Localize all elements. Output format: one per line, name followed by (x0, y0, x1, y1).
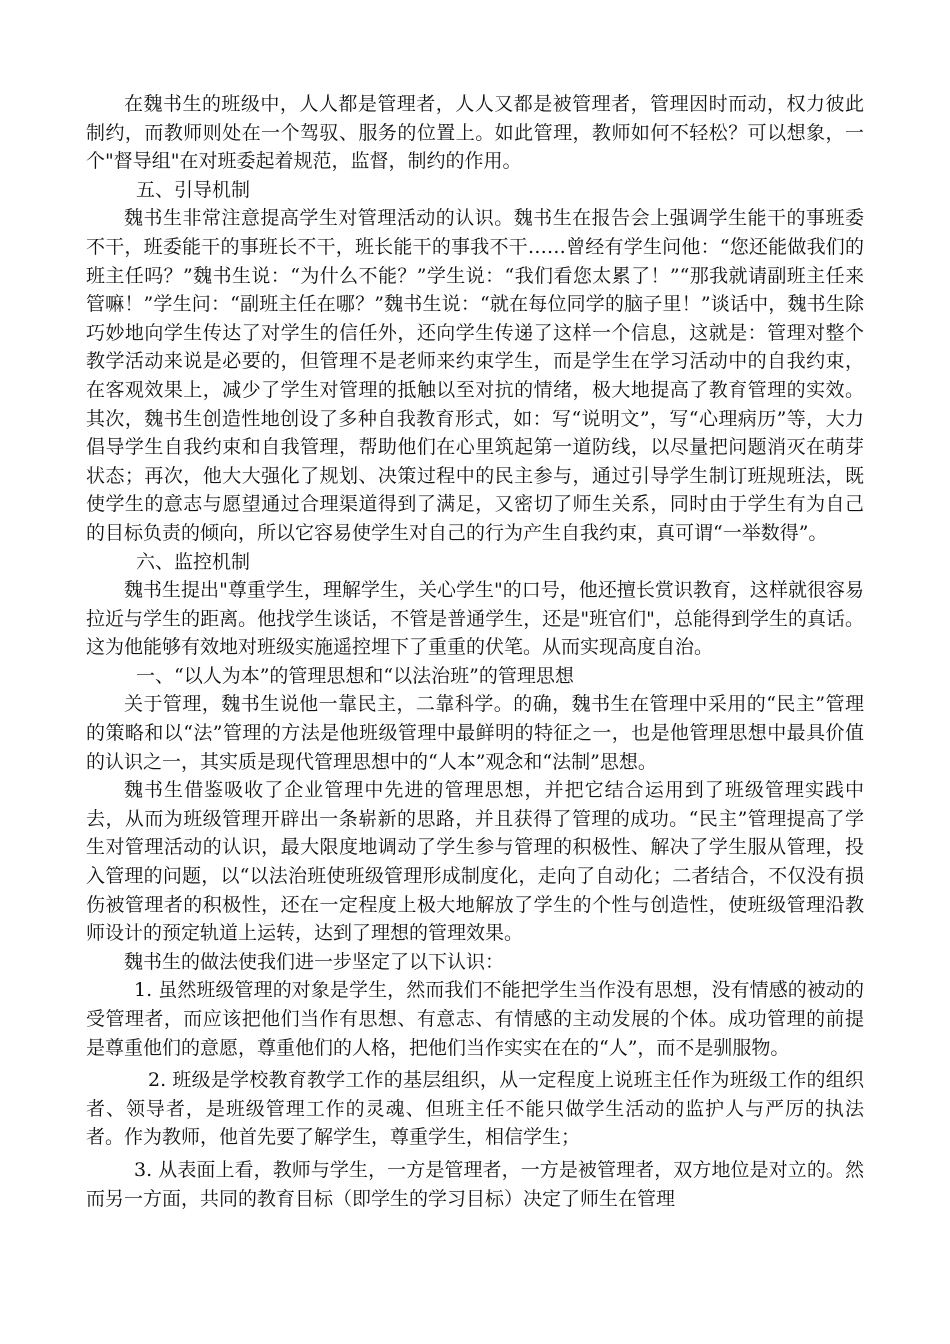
paragraph-guidance: 魏书生非常注意提高学生对管理活动的认识。魏书生在报告会上强调学生能干的事班委不干，班委能干的事班长不干，班长能干的事我不干……曾经有学生问他：“您还能做我们的班主任吗？”魏书生说：“为什么不能？”学生说：“我们看您太累了！”“那我就请副班主任来管嘛！”学生问：“副班主任在哪？”魏书生说：“就在每位同学的脑子里！”谈话中，魏书生除巧妙地向学生传达了对学生的信任外，还向学生传递了这样一个信息，这就是：管理对整个教学活动来说是必要的，但管理不是老师来约束学生，而是学生在学习活动中的自我约束，在客观效果上，减少了学生对管理的抵触以至对抗的情绪，极大地提高了教育管理的实效。其次，魏书生创造性地创设了多种自我教育形式，如：写“说明文”，写“心理病历”等，大力倡导学生自我约束和自我管理，帮助他们在心里筑起第一道防线，以尽量把问题消灭在萌芽状态；再次，他大大强化了规划、决策过程中的民主参与，通过引导学生制订班规班法，既使学生的意志与愿望通过合理渠道得到了满足，又密切了师生关系，同时由于学生有为自己的目标负责的倾向，所以它容易使学生对自己的行为产生自我约束，真可谓“一举数得”。 (86, 207, 864, 544)
heading-monitoring-mechanism: 六、监控机制 (136, 550, 251, 573)
paragraph-intro: 在魏书生的班级中，人人都是管理者，人人又都是被管理者，管理因时而动，权力彼此制约，而教师则处在一个驾驭、服务的位置上。如此管理，教师如何不轻松？可以想象，一个"督导组"在对班委起着规范，监督，制约的作用。 (86, 93, 864, 173)
paragraph-democracy-science: 关于管理，魏书生说他一靠民主，二靠科学。的确，魏书生在管理中采用的“民主”管理的策略和以“法”管理的方法是他班级管理中最鲜明的特征之一，也是他管理思想中最具价值的认识之一，其实质是现代管理思想中的“人本”观念和“法制”思想。 (86, 693, 864, 773)
heading-management-thought: 一、“以人为本”的管理思想和“以法治班”的管理思想 (136, 664, 574, 687)
list-item-1: 1. 虽然班级管理的对象是学生，然而我们不能把学生当作没有思想，没有情感的被动的受管理者，而应该把他们当作有思想、有意志、有情感的主动发展的个体。成功管理的前提是尊重他们的意愿，尊重他们的人格，把他们当作实实在在的“人”，而不是驯服物。 (86, 979, 864, 1059)
list-item-2: 2. 班级是学校教育教学工作的基层组织，从一定程度上说班主任作为班级工作的组织者、领导者，是班级管理工作的灵魂、但班主任不能只做学生活动的监护人与严厉的执法者。作为教师，他首先要了解学生，尊重学生，相信学生； (86, 1069, 864, 1149)
paragraph-conclusions-intro: 魏书生的做法使我们进一步坚定了以下认识： (124, 950, 505, 973)
heading-guidance-mechanism: 五、引导机制 (136, 178, 251, 201)
list-item-3: 3. 从表面上看，教师与学生，一方是管理者，一方是被管理者，双方地位是对立的。然而另一方面，共同的教育目标（即学生的学习目标）决定了师生在管理 (86, 1158, 864, 1210)
document-body (86, 90, 864, 1213)
paragraph-enterprise-management: 魏书生借鉴吸收了企业管理中先进的管理思想，并把它结合运用到了班级管理实践中去，从而为班级管理开辟出一条崭新的思路，并且获得了管理的成功。“民主”管理提高了学生对管理活动的认识，最大限度地调动了学生参与管理的积极性、解决了学生服从管理，投入管理的问题，以“以法治班使班级管理形成制度化，走向了自动化；二者结合，不仅没有损伤被管理者的积极性，还在一定程度上极大地解放了学生的个性与创造性，使班级管理沿教师设计的预定轨道上运转，达到了理想的管理效果。 (86, 779, 864, 945)
paragraph-monitoring: 魏书生提出"尊重学生，理解学生，关心学生"的口号，他还擅长赏识教育，这样就很容易拉近与学生的距离。他找学生谈话，不管是普通学生，还是"班官们"，总能得到学生的真话。这为他能够有效地对班级实施遥控埋下了重重的伏笔。从而实现高度自治。 (86, 579, 864, 659)
